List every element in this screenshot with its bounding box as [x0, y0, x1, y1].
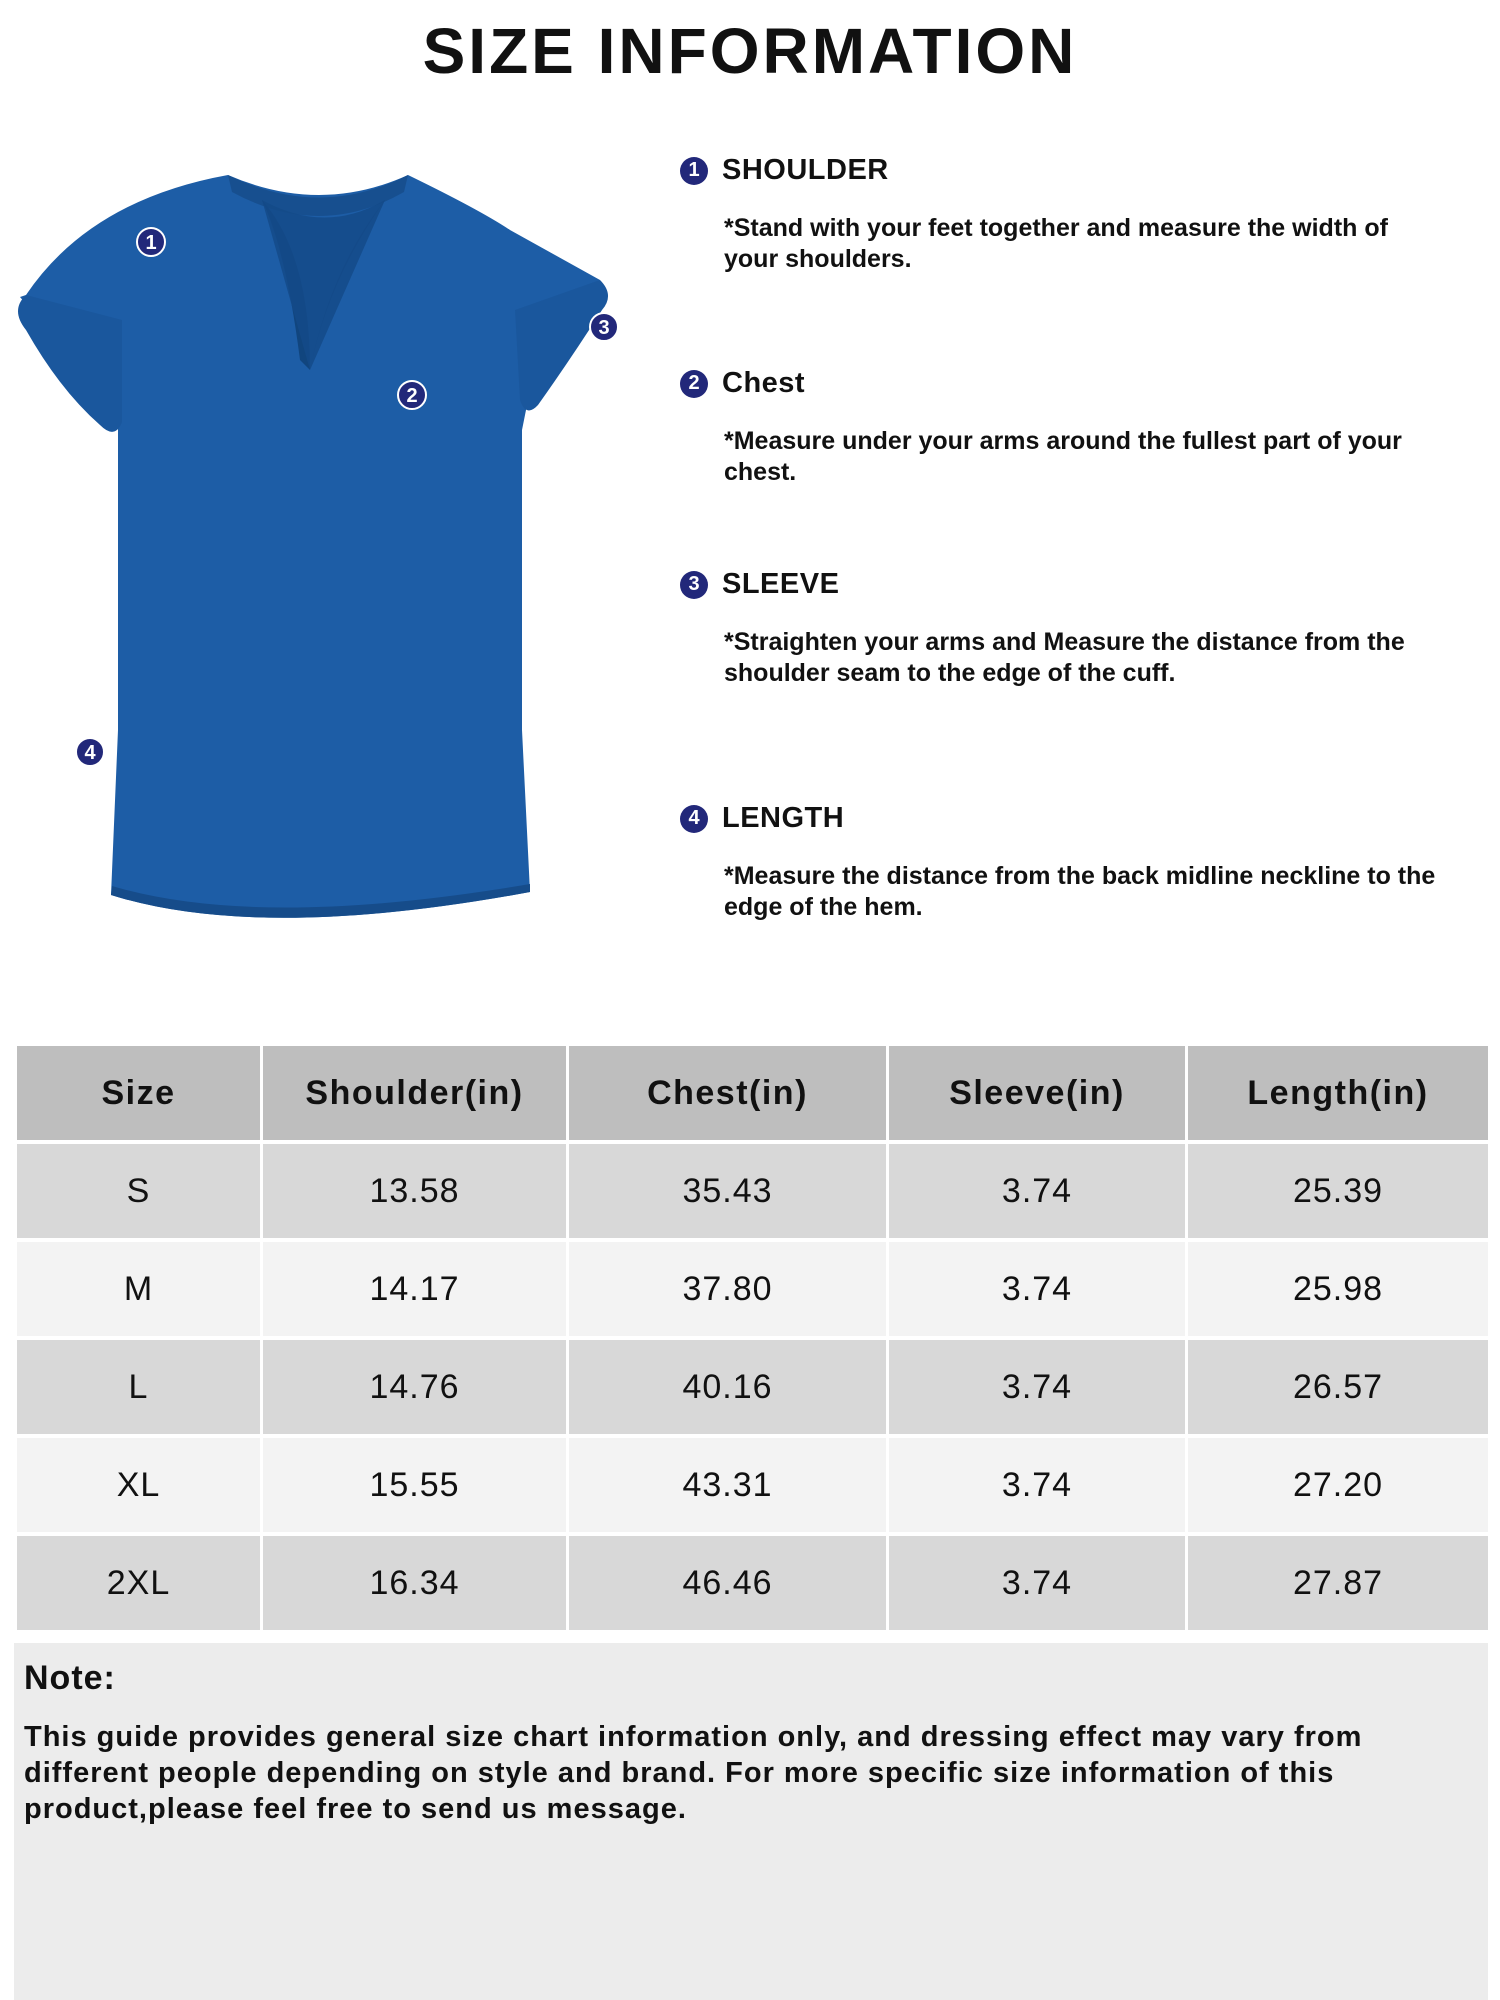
instruction-length: [680, 802, 1460, 923]
number-2-icon: 2: [680, 370, 708, 398]
size-table: [14, 1046, 1491, 1634]
table-row: [16, 1436, 1490, 1534]
table-row: [16, 1142, 1490, 1240]
instruction-text: *Stand with your feet together and measure the width of your shoulders.: [724, 214, 1388, 273]
note-title: Note:: [24, 1659, 116, 1697]
blouse-illustration: [10, 160, 630, 950]
instruction-sleeve: [680, 568, 1460, 689]
cell-sleeve: 3.74: [888, 1338, 1187, 1436]
number-3-icon: 3: [680, 571, 708, 599]
cell-sleeve: 3.74: [888, 1142, 1187, 1240]
table-row: [16, 1240, 1490, 1338]
instruction-label: SHOULDER: [722, 154, 889, 186]
page-title: SIZE INFORMATION: [422, 15, 1078, 87]
instruction-label: SLEEVE: [722, 568, 840, 600]
marker-1-label: 1: [145, 232, 157, 254]
instruction-label: LENGTH: [722, 802, 845, 834]
cell-length: 25.39: [1187, 1142, 1490, 1240]
cell-shoulder: 14.17: [262, 1240, 568, 1338]
header-size: Size: [16, 1046, 262, 1142]
instruction-chest: [680, 367, 1460, 488]
cell-size: S: [16, 1142, 262, 1240]
note-body: This guide provides general size chart information only, and dressing effect may vary from different people depending on style and brand. For more specific size information of this product,please feel free to send us message.: [24, 1721, 1363, 1825]
cell-sleeve: 3.74: [888, 1240, 1187, 1338]
note-box: [14, 1643, 1488, 2000]
cell-length: 27.87: [1187, 1534, 1490, 1632]
header-chest: Chest(in): [568, 1046, 888, 1142]
table-header-row: [16, 1046, 1490, 1142]
table-row: [16, 1338, 1490, 1436]
instruction-shoulder: [680, 154, 1460, 275]
marker-3-label: 3: [598, 317, 610, 339]
cell-size: XL: [16, 1436, 262, 1534]
cell-length: 25.98: [1187, 1240, 1490, 1338]
cell-chest: 40.16: [568, 1338, 888, 1436]
instruction-text: *Straighten your arms and Measure the distance from the shoulder seam to the edge of the cuff.: [724, 628, 1405, 687]
instruction-text: *Measure under your arms around the fullest part of your chest.: [724, 427, 1402, 486]
number-4-icon: 4: [680, 805, 708, 833]
cell-length: 27.20: [1187, 1436, 1490, 1534]
cell-size: L: [16, 1338, 262, 1436]
header-sleeve: Sleeve(in): [888, 1046, 1187, 1142]
cell-shoulder: 13.58: [262, 1142, 568, 1240]
cell-size: 2XL: [16, 1534, 262, 1632]
cell-chest: 37.80: [568, 1240, 888, 1338]
instruction-label: Chest: [722, 367, 806, 399]
cell-sleeve: 3.74: [888, 1436, 1187, 1534]
cell-size: M: [16, 1240, 262, 1338]
table-row: [16, 1534, 1490, 1632]
cell-chest: 43.31: [568, 1436, 888, 1534]
cell-shoulder: 14.76: [262, 1338, 568, 1436]
cell-sleeve: 3.74: [888, 1534, 1187, 1632]
number-1-icon: 1: [680, 157, 708, 185]
cell-shoulder: 15.55: [262, 1436, 568, 1534]
cell-length: 26.57: [1187, 1338, 1490, 1436]
instruction-text: *Measure the distance from the back midline neckline to the edge of the hem.: [724, 862, 1436, 921]
blouse-icon: [10, 160, 630, 950]
marker-4-label: 4: [84, 742, 96, 764]
header-shoulder: Shoulder(in): [262, 1046, 568, 1142]
header-length: Length(in): [1187, 1046, 1490, 1142]
cell-chest: 46.46: [568, 1534, 888, 1632]
marker-2-label: 2: [406, 385, 418, 407]
cell-chest: 35.43: [568, 1142, 888, 1240]
cell-shoulder: 16.34: [262, 1534, 568, 1632]
